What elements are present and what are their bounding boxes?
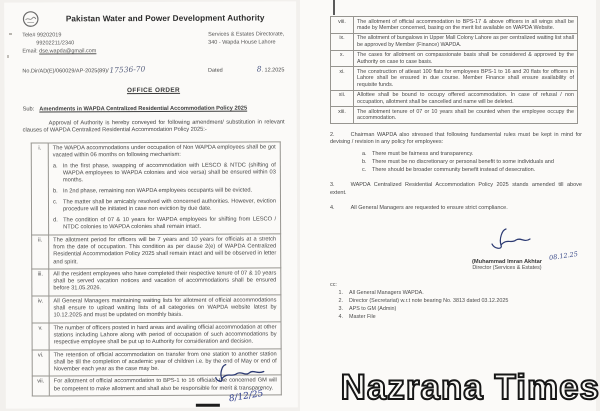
- row-number: xiii.: [331, 107, 354, 124]
- signature-page1: [170, 361, 270, 403]
- wapda-logo-icon: [22, 10, 39, 27]
- row-cell: [48, 142, 280, 235]
- cc-number: 1.: [338, 290, 343, 296]
- cc-text: Director (Secretariat) w.r.t note bearing No. 3813 dated 03.12.2025: [349, 298, 509, 305]
- sub-item-letter: a.: [362, 150, 367, 157]
- paragraph-2: [330, 132, 582, 146]
- row-text: The allotment of bungalows in Upper Mall Colony Lahore as per centralized waiting list shall be approved by Member (Finance) WAPDA.: [354, 33, 578, 50]
- sub-item-letter: c.: [52, 199, 58, 206]
- row-number: ii.: [32, 235, 49, 269]
- sub-item: [53, 217, 276, 233]
- row-number: xii.: [331, 90, 354, 107]
- cc-item: [338, 289, 582, 297]
- row-number: vi.: [32, 349, 49, 376]
- reference-number-handwritten: 17536-70: [109, 64, 146, 75]
- row-number: i.: [31, 143, 48, 235]
- row-number: vii.: [32, 376, 49, 396]
- row-number: v.: [32, 323, 49, 350]
- subject-label: Sub:: [22, 106, 35, 113]
- sub-item-letter: b.: [362, 158, 367, 165]
- sub-item: [53, 198, 276, 214]
- table-row: [32, 268, 281, 296]
- sub-item-letter: d.: [53, 217, 58, 224]
- row-text: The number of officers posted in hard areas and availing official accommodation at other stations including Lahore along with period of occupation of such accommodations by respective employee shall be put up to Authority for consideration and decision.: [49, 322, 281, 350]
- phone-email-block: [22, 32, 96, 56]
- cc-label: cc:: [330, 281, 337, 288]
- sub-item: [362, 159, 582, 167]
- reference-line: [22, 64, 284, 74]
- sub-item-text: In 2nd phase, remaining non WAPDA employees occupants will be evicted.: [62, 187, 253, 195]
- paragraph-2-text: Chairman WAPDA also stressed that following fundamental rules must be kept in mind for devising / revision in any policy for employees:: [330, 132, 582, 146]
- sub-item: [362, 151, 582, 159]
- row-text: The allotment period for officers will be 7 years and 10 years for officials at a stretch from the date of occupation. This condition as per clause 2(e) of WAPDA Centralized Residential Accommodation Policy 2025 shall remain intact and will be observed in letter and spirit.: [49, 234, 281, 269]
- handwritten-date-page2: 08.12.25: [548, 249, 579, 262]
- paragraph-4: [330, 205, 582, 212]
- sub-item-letter: a.: [52, 163, 58, 170]
- row-text: The allotment tenure of 07 or 10 years shall be counted when the employee occupy the accommodation.: [354, 107, 578, 124]
- office-order-page-2: [300, 0, 596, 411]
- page-fold-line: [333, 0, 335, 15]
- contact-block: [22, 31, 284, 56]
- row-number: x.: [331, 50, 354, 67]
- cc-block: [330, 281, 582, 322]
- paragraph-2-sublist: [362, 151, 582, 175]
- paragraph-3-number: 3.: [330, 182, 335, 189]
- amendments-table-left: [31, 141, 282, 396]
- sub-item-text: There must be no discretionary or personal benefit to some individuals and: [372, 158, 554, 165]
- table-row: [32, 322, 281, 350]
- cc-number: 3.: [338, 306, 343, 313]
- cc-text: All General Managers WAPDA.: [349, 290, 424, 296]
- handwritten-date-page1: 8/12/25: [228, 388, 265, 405]
- sub-item: [362, 167, 582, 175]
- page1-content: [4, 1, 298, 396]
- office-order-heading: OFFICE ORDER: [126, 86, 181, 95]
- date-value: [257, 64, 285, 73]
- paragraph-2-number: 2.: [330, 132, 335, 139]
- table-row: [31, 142, 280, 235]
- letterhead: [22, 9, 284, 27]
- intro-paragraph: Approval of Authority is hereby conveyed for following amendment/ substitution in relevant clauses of WAPDA Centralized Residential Accommodation Policy 2025:-: [22, 119, 285, 134]
- table-row: [331, 90, 578, 107]
- table-row: [331, 33, 578, 50]
- row-text: Allottee shall be bound to occupy offered accommodation. In case of refusal / non occupation, allotment shall be cancelled and name will be deleted.: [354, 90, 578, 107]
- email-label: Email:: [22, 48, 38, 55]
- row-text: The allotment of official accommodation to BPS-17 & above officers in all wings shall be made by Member concerned, basing on the merit list available on WAPDA Website.: [354, 17, 578, 34]
- table-row: [331, 107, 578, 124]
- sub-item-letter: b.: [52, 188, 58, 195]
- scan-mark: [196, 404, 220, 407]
- cc-item: [338, 305, 582, 313]
- scan-speck: [7, 55, 9, 58]
- watermark-text: Nazrana Times: [340, 368, 600, 407]
- row-text: The construction of atleast 100 flats for employees BPS-1 to 16 and 20 flats for officers in Lahore shall be ensured in due course. Member Finance shall ensure availability of requisite funds.: [354, 67, 578, 90]
- row-text: All General Managers maintaining waiting lists for allotment of official accommodations shall ensure to upload waiting lists of all categories on WAPDA website latest by 10.12.2025 and must be updated on monthly basis.: [49, 295, 281, 323]
- directorate-line-1: Services & Estates Directorate,: [208, 31, 285, 38]
- page2-content: [300, 0, 596, 321]
- paragraph-4-text: All General Managers are requested to ensure strict compliance.: [350, 204, 508, 211]
- row-text: The cases for allotment on compassionate basis shall be considered & approved by the Authority on case to case basis.: [354, 50, 578, 67]
- paragraph-3-text: WAPDA Centralized Residential Accommodation Policy 2025 stands amended till above extent.: [330, 182, 582, 196]
- office-order-page-1: [4, 1, 298, 408]
- row-text: For allotment of official accommodation to BPS-1 to 16 officials, the concerned GM will be competent to make allotment and shall also be responsible for merit & transparency.: [49, 375, 281, 396]
- subject-line: [23, 105, 285, 112]
- cc-text: APS to GM (Admin): [349, 306, 397, 313]
- directorate-block: [208, 31, 284, 55]
- signature-block: [432, 226, 582, 271]
- sub-item-text: In the first phase, swapping of accommodation with LESCO & NTDC (shifting of WAPDA employees to WAPDA colonies and vice versa) shall be ensured within 03 months.: [62, 162, 276, 184]
- signatory-title: Director (Services & Estates): [472, 264, 542, 271]
- sub-item-letter: c.: [362, 166, 367, 173]
- tele-line-2: 99202211/2340: [36, 40, 75, 47]
- cc-text: Master File: [349, 314, 376, 321]
- paragraph-4-number: 4.: [330, 204, 335, 211]
- sub-item: [53, 188, 276, 196]
- date-rest: . 12.2025: [261, 67, 285, 74]
- table-row: [331, 50, 578, 67]
- directorate-line-2: 340 - Wapda House Lahore: [208, 39, 276, 46]
- sub-item: [53, 162, 276, 185]
- table-row: [32, 295, 281, 323]
- row-text: All the resident employees who have completed their respective tenure of 07 & 10 years shall be served vacation notices and vacation of accommodations shall be ensured before 31.05.2026.: [49, 268, 281, 296]
- row-number: iv.: [32, 296, 49, 323]
- subject-text: Amendments in WAPDA Centralized Residential Accommodation Policy 2025: [39, 105, 248, 113]
- cc-number: 4.: [338, 314, 343, 321]
- cc-item: [338, 313, 582, 321]
- row-text: The retention of official accommodation on transfer from one station to another station shall be till the completion of academic year of children i.e. by the end of May or end of November each year as the case may be.: [49, 348, 281, 376]
- scan-speck: [9, 33, 12, 35]
- email-line: [22, 48, 96, 56]
- signatory-name: (Muhammad Imran Akhtar: [472, 258, 542, 265]
- cc-number: 2.: [338, 298, 343, 305]
- row-number: iii.: [32, 269, 49, 296]
- signature-flourish-icon: [212, 361, 270, 385]
- email-address: dse.wapda@gmail.com: [39, 48, 97, 55]
- dated-label: Dated: [207, 67, 223, 74]
- row-number: xi.: [331, 67, 354, 90]
- table-row: [331, 67, 578, 90]
- row-text: The WAPDA accommodations under occupation of Non WAPDA employees shall be got vacated within 06 months on following mechanism:: [52, 144, 276, 159]
- cc-item: [338, 297, 582, 305]
- table-row: [331, 17, 578, 34]
- authority-title: Pakistan Water and Power Development Authority: [65, 13, 265, 24]
- sub-item-text: The matter shall be amicably resolved with concerned authorities. However, eviction procedure will be initiated in case non eviction by due date.: [62, 198, 276, 213]
- sub-item-text: The condition of 07 & 10 years for WAPDA employees for shifting from LESCO / NTDC colonies to WAPDA colonies shall remain intact.: [63, 216, 277, 231]
- paragraph-3: [330, 182, 582, 196]
- date-day-handwritten: 8: [256, 64, 262, 74]
- reference-number: No.Dir/AD(E)/060029/AP-2025(89)/: [22, 68, 109, 75]
- row-number: viii.: [331, 17, 354, 34]
- tele-line-1: Tele# 99202019: [22, 32, 62, 39]
- sub-item-text: There must be fairness and transparency.: [372, 150, 474, 157]
- amendments-table-right: [330, 16, 578, 124]
- row-number: ix.: [331, 33, 354, 50]
- table-row: [32, 234, 281, 269]
- sub-item-text: There should be broader community benefit instead of desecration.: [372, 166, 536, 173]
- signature-flourish-icon: [476, 226, 538, 256]
